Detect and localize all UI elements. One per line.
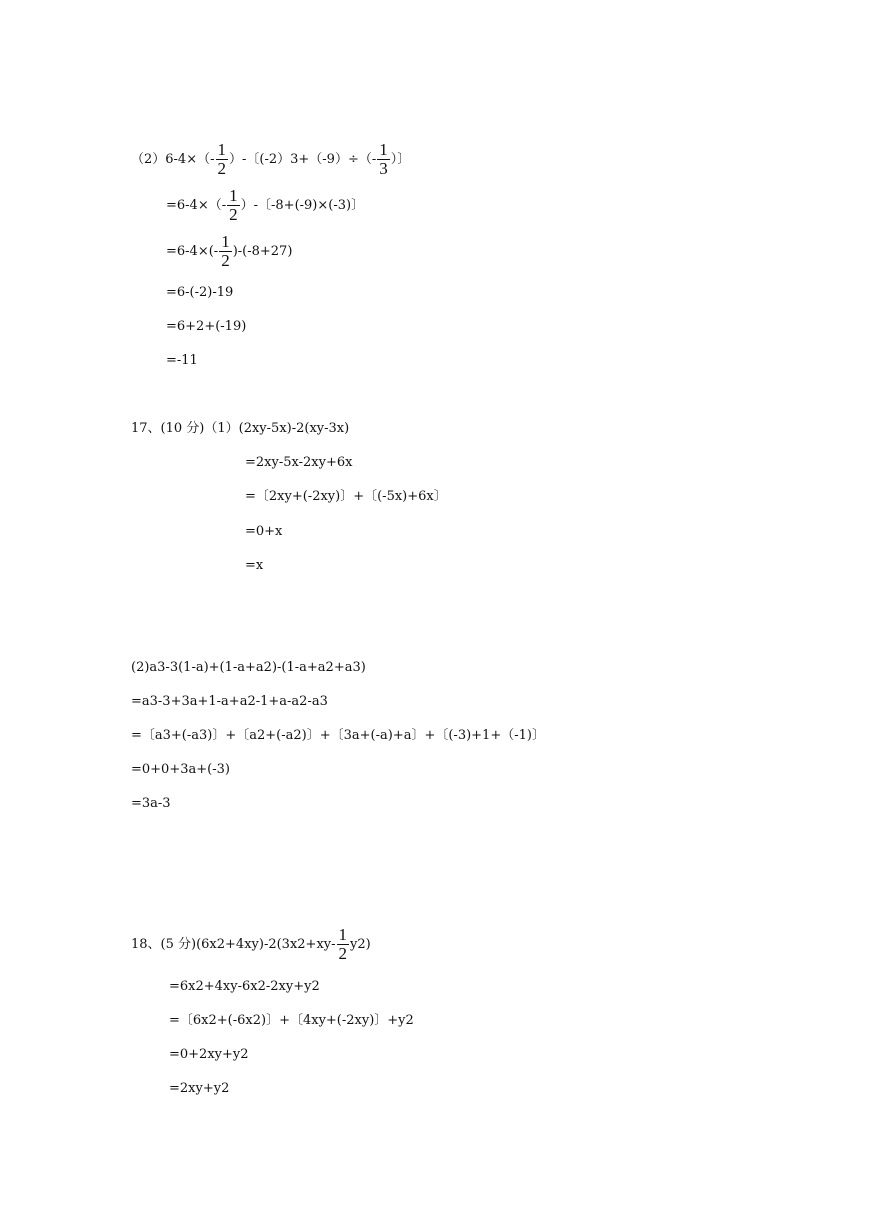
expr-text: =6-4×(- — [166, 244, 219, 259]
numerator: 1 — [229, 186, 238, 205]
fraction — [337, 926, 350, 963]
expr-text: =6-4×（- — [166, 198, 227, 213]
p17-1-line-2: =2xy-5x-2xy+6x — [245, 455, 353, 470]
numerator: 1 — [379, 140, 388, 159]
denominator: 2 — [217, 159, 226, 178]
p18-line-5: =2xy+y2 — [169, 1081, 230, 1096]
p17-1-line-1: 17、(10 分)（1）(2xy-5x)-2(xy-3x) — [131, 421, 350, 436]
numerator: 1 — [338, 925, 348, 944]
p17-1-line-5: =x — [245, 558, 264, 573]
expr-text: 18、(5 分)(6x2+4xy)-2(3x2+xy- — [131, 937, 336, 952]
p16-2-line-5: =6+2+(-19) — [166, 319, 247, 334]
p17-1-line-4: =0+x — [245, 524, 283, 539]
p18-line-2: =6x2+4xy-6x2-2xy+y2 — [169, 979, 320, 994]
expr-text: )-(-8+27) — [232, 244, 293, 259]
p18-line-4: =0+2xy+y2 — [169, 1047, 249, 1062]
expr-text: y2) — [350, 937, 371, 952]
fraction — [377, 141, 390, 178]
fraction — [227, 187, 240, 224]
expr-text: （2）6-4×（- — [131, 152, 215, 167]
fraction — [219, 233, 232, 270]
p17-2-line-2: =a3-3+3a+1-a+a2-1+a-a2-a3 — [131, 694, 328, 709]
denominator: 2 — [229, 205, 238, 224]
numerator: 1 — [221, 232, 230, 251]
denominator: 2 — [221, 251, 230, 270]
p16-2-line-1 — [131, 141, 410, 178]
expr-text: ）-〔(-2）3+（-9）÷（- — [229, 152, 377, 167]
p16-2-line-6: =-11 — [166, 353, 198, 368]
expr-text: ）-〔-8+(-9)×(-3)〕 — [240, 198, 365, 213]
p16-2-line-2 — [166, 187, 364, 224]
p17-2-line-4: =0+0+3a+(-3) — [131, 762, 230, 777]
p17-1-line-3: =〔2xy+(-2xy)〕+〔(-5x)+6x〕 — [245, 489, 447, 504]
denominator: 3 — [379, 159, 388, 178]
p18-line-3: =〔6x2+(-6x2)〕+〔4xy+(-2xy)〕+y2 — [169, 1013, 414, 1028]
expr-text: ）〕 — [390, 152, 411, 167]
p17-2-line-3: =〔a3+(-a3)〕+〔a2+(-a2)〕+〔3a+(-a)+a〕+〔(-3)+1+（-1)〕 — [131, 728, 545, 743]
fraction — [216, 141, 229, 178]
p17-2-line-5: =3a-3 — [131, 796, 171, 811]
p16-2-line-4: =6-(-2)-19 — [166, 285, 234, 300]
p16-2-line-3 — [166, 233, 292, 270]
numerator: 1 — [217, 140, 226, 159]
denominator: 2 — [338, 944, 348, 963]
p18-line-1 — [131, 926, 371, 963]
p17-2-line-1: (2)a3-3(1-a)+(1-a+a2)-(1-a+a2+a3) — [131, 660, 366, 675]
